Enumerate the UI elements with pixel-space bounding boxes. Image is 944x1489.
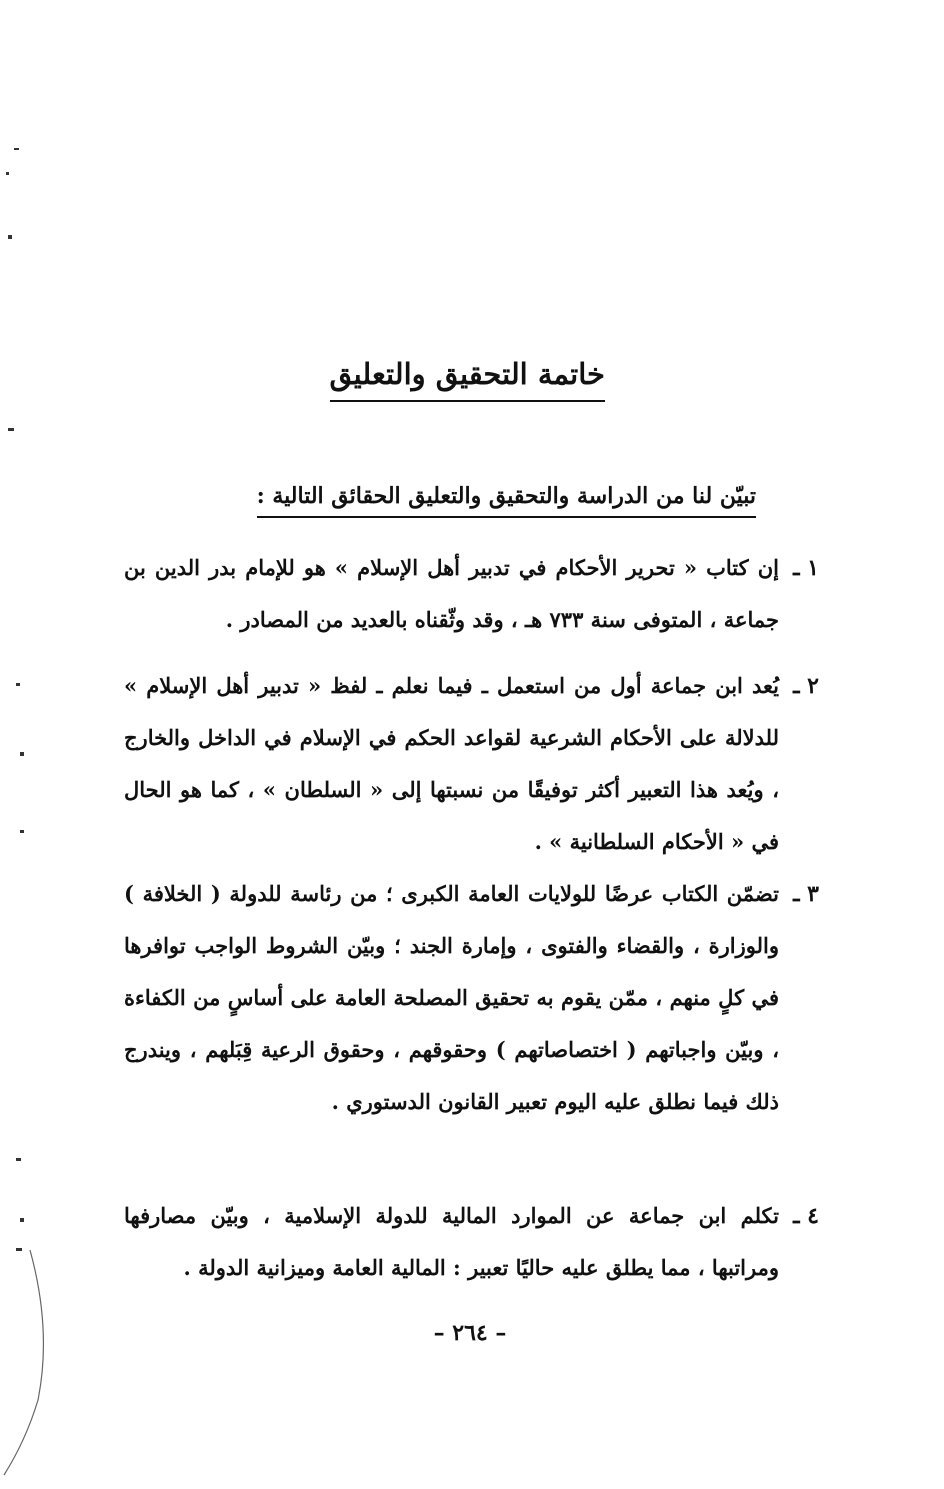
item-text: يُعد ابن جماعة أول من استعمل ـ فيما نعلم ـ لفظ « تدبير أهل الإسلام » للدلالة على الأحكام الشرعية لقواعد الحكم في الإسلام في الداخل والخارج ، ويُعد هذا التعبير أكثر توفيقًا من نسبتها إلى « السلطان » ، كما هو الحال في « الأحكام السلطانية » .: [124, 673, 779, 854]
list-item: [124, 868, 819, 1128]
item-number: ٤ ـ: [793, 1203, 819, 1229]
margin-speck: [20, 830, 24, 833]
item-number: ٣ ـ: [793, 881, 819, 907]
page-title: خاتمة التحقيق والتعليق: [330, 352, 605, 402]
margin-speck: [8, 428, 14, 431]
margin-speck: [14, 148, 19, 150]
item-number: ٢ ـ: [793, 673, 819, 699]
margin-speck: [6, 172, 9, 175]
margin-speck: [20, 752, 24, 756]
intro-paragraph: تبيّن لنا من الدراسة والتحقيق والتعليق الحقائق التالية :: [257, 478, 756, 518]
item-text: تضمّن الكتاب عرضًا للولايات العامة الكبرى ؛ من رئاسة للدولة ( الخلافة ) والوزارة ، والقضاء والفتوى ، وإمارة الجند ؛ وبيّن الشروط الواجب توافرها في كلٍ منهم ، ممّن يقوم به تحقيق المصلحة العامة على أساسٍ من الكفاءة ، وبيّن واجباتهم ( اختصاصاتهم ) وحقوقهم ، وحقوق الرعية قِبَلهم ، ويندرج ذلك فيما نطلق عليه اليوم تعبير القانون الدستوري .: [124, 881, 779, 1114]
page-number: – ٢٦٤ –: [433, 1320, 507, 1346]
scan-margin-artifacts: [0, 0, 60, 1489]
list-item: [124, 660, 819, 868]
list-item: [124, 542, 819, 646]
margin-speck: [16, 1248, 22, 1251]
margin-speck: [8, 235, 12, 239]
margin-speck: [16, 1158, 21, 1161]
margin-speck: [20, 1218, 24, 1222]
page-edge-curve: [4, 1250, 43, 1475]
margin-speck: [16, 683, 20, 686]
item-text: إن كتاب « تحرير الأحكام في تدبير أهل الإسلام » هو للإمام بدر الدين بن جماعة ، المتوفى سنة ٧٣٣ هـ ، وقد وثّقناه بالعديد من المصادر .: [124, 555, 779, 632]
item-text: تكلم ابن جماعة عن الموارد المالية للدولة الإسلامية ، وبيّن مصارفها ومراتبها ، مما يطلق عليه حاليًا تعبير : المالية العامة وميزانية الدولة .: [124, 1203, 779, 1280]
list-item: [124, 1190, 819, 1294]
item-number: ١ ـ: [793, 555, 819, 581]
